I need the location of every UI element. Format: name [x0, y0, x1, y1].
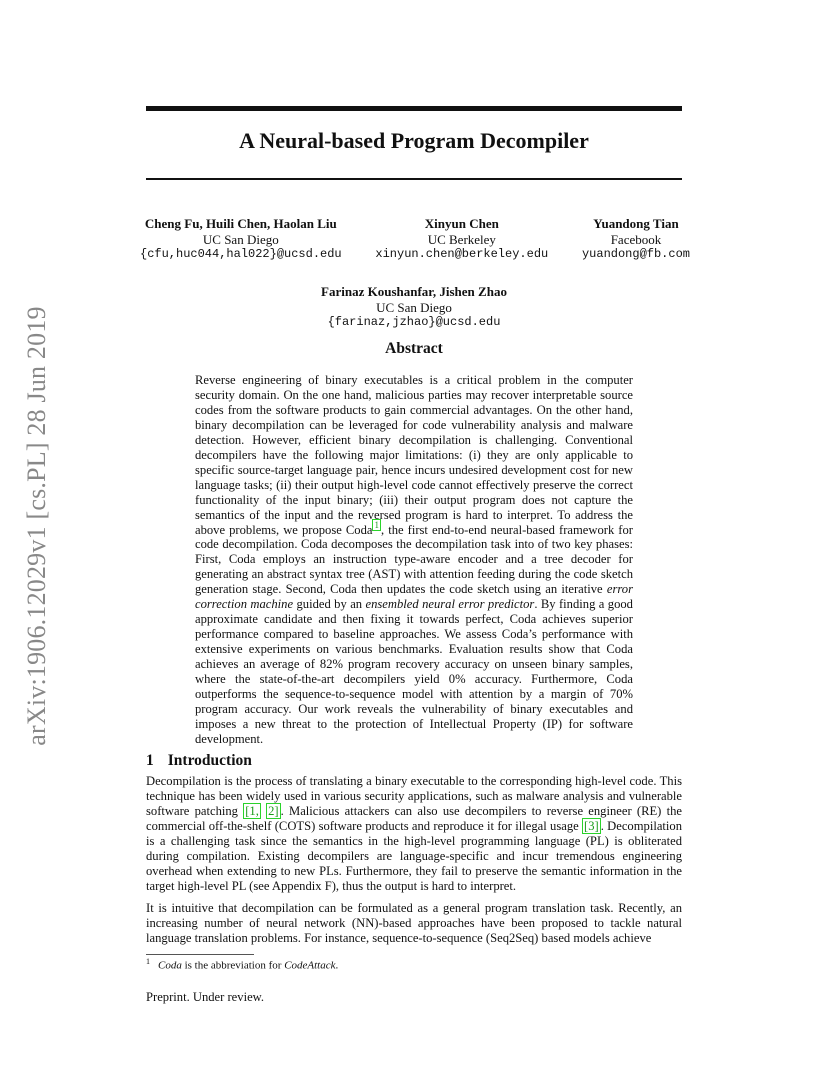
footnote-text: . [335, 959, 339, 972]
arxiv-identifier: arXiv:1906.12029v1 [cs.PL] 28 Jun 2019 [22, 306, 51, 746]
citation-link[interactable]: [1, [245, 803, 259, 818]
author-block-1 [140, 216, 342, 263]
footnote-link[interactable]: 1 [374, 520, 379, 531]
abstract-heading: Abstract [385, 340, 443, 357]
author-email: {farinaz,jzhao}@ucsd.edu [327, 315, 501, 329]
intro-paragraph-1 [146, 774, 682, 894]
author-affiliation: UC San Diego [376, 299, 452, 315]
author-affiliation: UC San Diego [202, 231, 279, 247]
abstract-emphasis: error correction machine [195, 582, 633, 612]
abstract-body [195, 373, 633, 747]
section-heading [146, 752, 252, 770]
author-email: yuandong@fb.com [581, 247, 690, 261]
author-affiliation: UC Berkeley [427, 231, 496, 247]
abstract-text: Reverse engineering of binary executables is a critical problem in the computer security domain. On the one hand, malicious parties may recover interpretable source codes from the software products to gain commercial advantages. On the other hand, binary decompilation can be leveraged for code vulnerability analysis and malware detection. However, efficient binary decompilation is challenging. Conventional decompilers have the following major limitations: (i) they are only applicable to specific source-target language pair, hence incurs undesired development cost for new language tasks; (ii) their output high-level code cannot effectively preserve the correct functionality of the input binary; (iii) their output program does not capture the semantics of the input and the reversed program is hard to interpret. To address the above problems, we propose Coda [195, 373, 633, 537]
paragraph-text: . Decompilation is a challenging task since the semantics in the high-level programming language (PL) is obliterated during compilation. Existing decompilers are language-specific and incur tremendous engineering overhead when extending to new PLs. Furthermore, they fail to preserve the semantic information in the target high-level PL (see Appendix F), thus the output is hard to interpret. [146, 818, 683, 893]
paragraph-text: Decompilation is the process of translating a binary executable to the corresponding high-level code. This technique has been widely used in various security applications, such as malware analysis and vulnerable software patching [146, 774, 682, 818]
author-block-3 [582, 216, 690, 263]
abstract-emphasis: ensembled neural error predictor [365, 597, 535, 612]
section-number: 1 [146, 752, 154, 769]
paragraph-text: . Malicious attackers can also use decompilers to reverse engineer (RE) the commercial off-the-shelf (COTS) software products and reproduce it for illegal usage [146, 803, 682, 833]
abstract-text: . By finding a good approximate candidate and then fixing it towards perfect, Coda achieves superior performance compared to baseline approaches. We assess Coda’s performance with extensive experiments on various benchmarks. Evaluation results show that Coda achieves an average of 82% program recovery accuracy on unseen binary samples, where the state-of-the-art decompilers yield 0% accuracy. Furthermore, Coda outperforms the sequence-to-sequence model with attention by a margin of 70% program accuracy. Our work reveals the vulnerability of binary executables and imposes a new threat to the protection of Intellectual Property (IP) for software development. [195, 597, 633, 746]
author-name: Cheng Fu, Huili Chen, Haolan Liu [144, 216, 337, 231]
author-affiliation: Facebook [610, 231, 662, 247]
section-title: Introduction [167, 752, 252, 769]
footnote-rule [146, 954, 254, 955]
author-email: {cfu,huc044,hal022}@ucsd.edu [140, 247, 342, 261]
paper-title: A Neural-based Program Decompiler [239, 128, 589, 153]
citation-link[interactable]: [3] [584, 818, 599, 833]
abstract-text: , the first end-to-end neural-based framework for code decompilation. Coda decomposes the decompilation task into of two key phases: First, Coda employs an instruction type-aware encoder and a tree decoder for generating an abstract syntax tree (AST) with attention feeding during the code sketch generation stage. Second, Coda then updates the code sketch using an iterative [195, 522, 633, 597]
author-name: Farinaz Koushanfar, Jishen Zhao [321, 284, 507, 299]
preprint-notice: Preprint. Under review. [146, 990, 265, 1004]
author-row [140, 216, 690, 263]
intro-paragraph-2: It is intuitive that decompilation can be formulated as a general program translation task. Recently, an increasing number of neural network (NN)-based approaches have been proposed to tackle natural language translation problems. For instance, sequence-to-sequence (Seq2Seq) based models achieve [146, 901, 682, 945]
author-block-4 [146, 284, 682, 331]
abstract-text: guided by an [293, 597, 366, 612]
footnote-emphasis: Coda [158, 959, 182, 972]
author-name: Yuandong Tian [593, 216, 679, 231]
title-top-rule [146, 106, 682, 111]
title-bottom-rule [146, 178, 682, 180]
footnote [146, 957, 338, 972]
citation-link[interactable]: 2] [268, 803, 279, 818]
footnote-text: is the abbreviation for [181, 959, 285, 972]
author-block-2 [375, 216, 548, 263]
footnote-mark: 1 [146, 957, 150, 966]
author-name: Xinyun Chen [424, 216, 499, 231]
footnote-emphasis: CodeAttack [284, 959, 336, 972]
author-email: xinyun.chen@berkeley.edu [375, 247, 549, 261]
